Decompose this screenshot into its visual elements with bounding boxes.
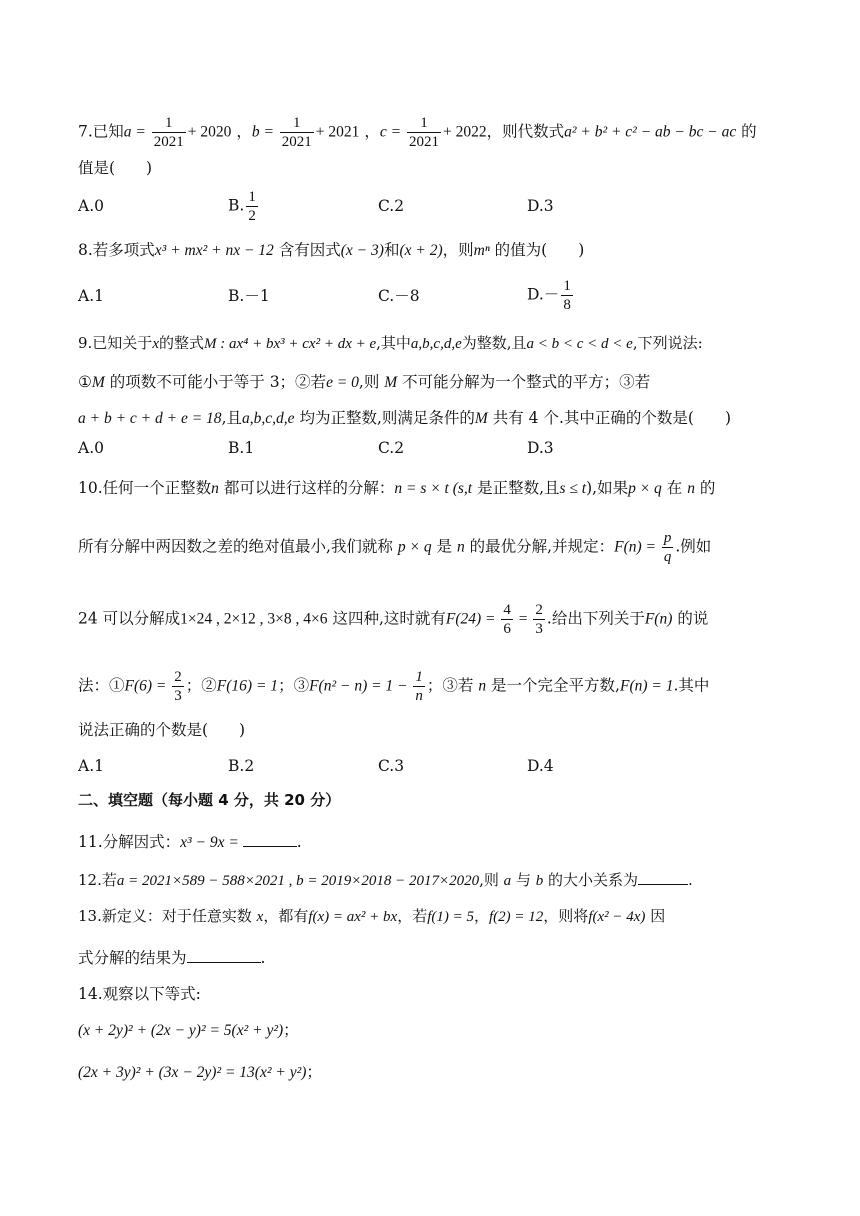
option-prefix: D.－ (527, 285, 560, 304)
option-prefix: B. (228, 196, 245, 215)
q7-b-rest: + 2021 (315, 123, 360, 141)
q9-option-c: C.2 (378, 439, 405, 457)
frac-num: 1 (293, 115, 301, 131)
q7-a-rest: + 2020 (187, 123, 232, 141)
q14-title: 14.观察以下等式: (78, 985, 201, 1003)
q14-equation: (x + 2y)² + (2x − y)² = 5(x² + y²) (78, 1022, 284, 1039)
q11-text: 11.分解因式： (78, 833, 181, 851)
q7-line2: 值是( ) (78, 159, 153, 177)
q9-m: M (384, 374, 398, 391)
q10-products: 1×24 , 2×12 , 3×8 , 4×6 (180, 610, 328, 628)
frac-num: 1 (420, 115, 428, 131)
q10-text: 法：① (78, 676, 125, 695)
q14-eq1 (78, 1020, 299, 1041)
q10-text: .其中 (673, 676, 710, 695)
q13-end: . (260, 949, 266, 967)
q12-line (78, 868, 693, 891)
q9-e0: e = 0 (326, 374, 359, 391)
q11-line (78, 830, 302, 853)
q9-text: 为整数,且 (461, 334, 527, 352)
frac-den: 2021 (153, 134, 184, 150)
q10-text: 的说 (677, 609, 709, 628)
q9-line3 (78, 408, 731, 429)
q8-option-d-frac (561, 277, 573, 314)
q14-text: ； (306, 1063, 322, 1081)
q9-m: M (91, 374, 105, 391)
q9-m-expr: M : ax⁴ + bx³ + cx² + dx + e (204, 336, 377, 352)
q7-option-a: A.0 (78, 197, 104, 215)
q7-expr: a² + b² + c² − ab − bc − ac (564, 123, 737, 141)
q10-text: 的最优分解,并规定： (469, 537, 615, 556)
q11-end: . (296, 833, 302, 851)
q10-n: n (456, 538, 465, 556)
q10-option-a: A.1 (78, 757, 104, 775)
q8-text2: 含有因式 (278, 241, 341, 259)
q8-factor1: (x − 3) (340, 242, 384, 259)
frac-num: 1 (415, 669, 423, 685)
q12-text: 12.若 (78, 871, 117, 889)
q8-text3: 和 (383, 241, 400, 259)
q7-c-lhs: c = (379, 123, 405, 141)
q13-formula: f(x) = ax² + bx (308, 909, 398, 925)
q10-text: 的 (699, 479, 716, 497)
q8-option-b: B.－1 (228, 287, 270, 305)
q9-text: 的整式 (158, 334, 204, 352)
q9-text: 共有 4 个.其中正确的个数是( ) (492, 409, 731, 427)
q13-formula: f(1) = 5 (427, 909, 474, 925)
q10-text: 是 (436, 537, 453, 556)
q8-text4: ，则 (442, 241, 474, 259)
q10-text: 10.任何一个正整数 (78, 479, 212, 497)
q7-line1: 7.已知a = $\frac{1}{2021}$ + 2020 ，b = $\frac{1}{2021}$ + 2021 ，c = $\frac{1}{2021}$ + 2022，则代数式a² + b² + c² − ab − bc − ac 的 (78, 115, 757, 150)
q8-option-d (527, 277, 575, 314)
q9-text: 9.已知关于 (78, 334, 153, 352)
frac-den: n (415, 688, 423, 704)
q10-option-c: C.3 (378, 757, 405, 775)
q10-frac (501, 601, 513, 638)
q10-eq: = (514, 610, 532, 628)
q9-text: ,其中 (376, 334, 411, 352)
q10-pq: p × q (628, 480, 662, 497)
q13-x: x (256, 909, 264, 925)
q10-text: .例如 (675, 537, 712, 556)
q10-line2 (78, 529, 711, 566)
q10-formula: F(24) = (445, 610, 500, 628)
q9-option-b: B.1 (228, 439, 255, 457)
frac-den: 6 (503, 621, 511, 637)
q9-x: x (152, 336, 159, 352)
frac-num: 2 (535, 602, 543, 618)
q10-text: 都可以进行这样的分解： (223, 479, 395, 497)
q14-eq2 (78, 1062, 322, 1083)
q9-m: M (474, 410, 488, 427)
q13-text: 13.新定义：对于任意实数 (78, 907, 252, 925)
q9-ineq: a < b < c < d < e (526, 336, 633, 352)
q10-formula: F(6) = (124, 677, 171, 695)
q7-c-frac (407, 114, 441, 151)
q10-formula: F(n) = (614, 538, 660, 556)
frac-den: 3 (174, 688, 182, 704)
answer-blank[interactable] (187, 946, 261, 963)
q12-text: ,则 (479, 871, 499, 889)
q8-option-a: A.1 (78, 287, 104, 305)
q12-b: b (535, 873, 544, 889)
q9-text: ,且 (221, 409, 242, 427)
q12-a: a (503, 873, 512, 889)
q7-b-frac (280, 114, 314, 151)
q10-pq: p × q (397, 538, 432, 556)
q12-text: 与 (515, 871, 531, 889)
q10-n: n (211, 480, 219, 497)
q10-line3 (78, 601, 708, 638)
q8-option-c: C.－8 (378, 287, 420, 305)
q9-line2 (78, 372, 650, 393)
q10-text: ),如果 (586, 479, 629, 497)
q9-text: ,则 (358, 373, 380, 391)
frac-den: 2 (248, 208, 256, 224)
q10-text: .给出下列关于 (546, 609, 645, 628)
frac-den: 2021 (281, 134, 312, 150)
q10-frac (413, 668, 425, 705)
q9-option-a: A.0 (78, 439, 104, 457)
q13-text: ， (474, 907, 490, 925)
q9-text: 均为正整数,则满足条件的 (299, 409, 475, 427)
q12-expr: a = 2021×589 − 588×2021 , b = 2019×2018 − 2017×2020 (116, 873, 480, 889)
q13-text: 式分解的结果为 (78, 949, 187, 967)
q10-formula: F(n) (644, 610, 673, 628)
q9-text: ① (78, 373, 92, 391)
q10-line1 (78, 478, 715, 499)
q7-option-b (228, 188, 260, 225)
q13-text: ，若 (397, 907, 428, 925)
q13-line2 (78, 946, 265, 968)
q7-mid: ，则代数式 (486, 122, 565, 141)
q10-pq-frac (662, 529, 674, 566)
q10-formula: F(16) = 1 (216, 677, 279, 695)
q7-b-lhs: b = (251, 123, 278, 141)
q9-text: 不可能分解为一个整式的平方；③若 (402, 373, 651, 391)
q7-c-rest: + 2022 (442, 123, 487, 141)
q7-a-frac (152, 114, 186, 151)
q10-formula: F(n² − n) = 1 − (309, 677, 412, 695)
q10-text: 是一个完全平方数, (491, 676, 620, 695)
q10-line5: 说法正确的个数是( ) (78, 721, 246, 739)
q9-sum: a + b + c + d + e = 18 (78, 410, 222, 427)
frac-num: 4 (503, 602, 511, 618)
q11-expr: x³ − 9x = (180, 834, 243, 851)
frac-den: 3 (535, 621, 543, 637)
q9-vars: a,b,c,d,e (410, 336, 462, 352)
q12-end: . (688, 871, 693, 889)
q10-line4 (78, 668, 709, 705)
q7-a-lhs: a = (123, 123, 150, 141)
frac-num: p (663, 530, 672, 546)
q10-n: n (478, 677, 487, 695)
q10-formula: s ≤ t (559, 480, 587, 497)
q10-formula: n = s × t (s,t (394, 480, 473, 497)
section-heading: 二、填空题（每小题 4 分，共 20 分） (78, 791, 341, 809)
frac-den: 2021 (408, 134, 439, 150)
q7-option-c: C.2 (378, 197, 405, 215)
q10-option-d: D.4 (527, 757, 554, 775)
q13-line1 (78, 906, 665, 927)
q8-line1 (78, 240, 584, 261)
q7-prefix: 7.已知 (78, 122, 124, 141)
q7-option-b-frac (246, 188, 258, 225)
frac-den: 8 (563, 297, 571, 313)
frac-num: 1 (248, 189, 256, 205)
q10-frac (172, 668, 184, 705)
frac-num: 1 (563, 278, 571, 294)
q10-frac (533, 601, 545, 638)
q13-text: ，则将 (543, 907, 589, 925)
q8-text5: 的值为( ) (494, 241, 585, 259)
frac-num: 1 (165, 115, 173, 131)
q13-text: ，都有 (263, 907, 309, 925)
frac-den: q (663, 549, 672, 565)
q14-text: ； (283, 1021, 299, 1039)
q13-formula: f(x² − 4x) (588, 909, 646, 925)
q10-text: ；③若 (426, 676, 474, 695)
answer-blank[interactable] (638, 868, 688, 885)
q10-formula: F(n) = 1 (619, 677, 674, 695)
q10-text: 这四种,这时就有 (332, 609, 446, 628)
q10-text: ；② (185, 676, 217, 695)
q10-text: 在 (666, 479, 683, 497)
q8-factor2: (x + 2) (399, 242, 443, 259)
q9-text: ,下列说法: (632, 334, 703, 352)
answer-blank[interactable] (243, 830, 297, 847)
q10-option-b: B.2 (228, 757, 255, 775)
q10-text: 所有分解中两因数之差的绝对值最小,我们就称 (78, 537, 393, 556)
q8-poly: x³ + mx² + nx − 12 (154, 242, 274, 259)
q14-equation: (2x + 3y)² + (3x − 2y)² = 13(x² + y²) (78, 1064, 307, 1081)
q9-text: 的项数不可能小于等于 3；②若 (109, 373, 327, 391)
q10-text: 24 可以分解成 (78, 609, 181, 628)
q10-text: 是正整数,且 (477, 479, 560, 497)
q10-n: n (687, 480, 695, 497)
frac-num: 2 (174, 669, 182, 685)
q9-vars: a,b,c,d,e (242, 410, 295, 427)
q9-option-d: D.3 (527, 439, 554, 457)
q12-text: 的大小关系为 (548, 871, 639, 889)
q10-text: ；③ (278, 676, 310, 695)
q9-line1 (78, 333, 703, 354)
q8-text1: 8.若多项式 (78, 241, 155, 259)
q7-option-d: D.3 (527, 197, 554, 215)
q7-tail: 的 (741, 122, 757, 141)
q13-formula: f(2) = 12 (489, 909, 544, 925)
q13-text: 因 (650, 907, 666, 925)
q8-mn: mⁿ (473, 242, 490, 259)
